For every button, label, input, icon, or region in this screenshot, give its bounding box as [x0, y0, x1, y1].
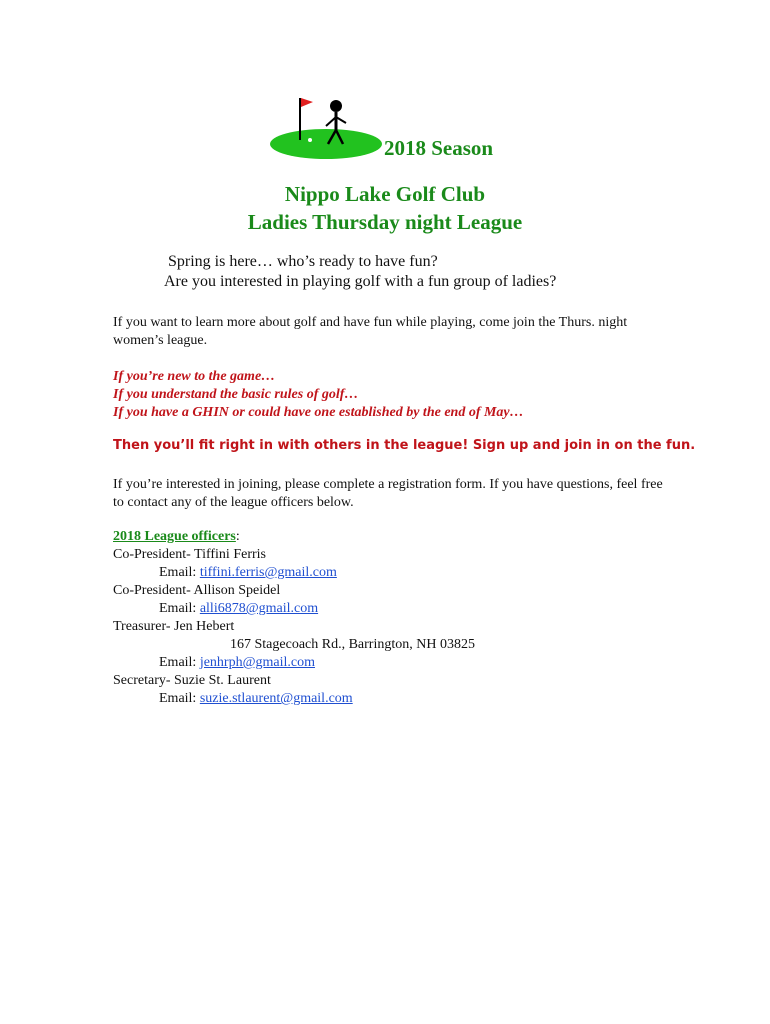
- paragraph-registration: If you’re interested in joining, please complete a registration form. If you have questions, feel free to contact any of the league officers below.: [113, 477, 663, 510]
- officers-section: 2018 League officers: Co-President- Tiffini Ferris Email: tiffini.ferris@gmail.com Co-President- Allison Speidel Email: alli6878@gmail.com Treasurer- Jen Hebert 167 Stagecoach Rd., Barrington, NH 03825 Email: jenhrph@gmail.com Secretary- Suzie St. Laurent Email: suzie.stlaurent@gmail.com: [113, 529, 475, 706]
- intro-line-1: Spring is here… who’s ready to have fun?: [168, 253, 438, 270]
- officer-copresident-2: Co-President- Allison Speidel: [113, 583, 281, 598]
- email-label: Email:: [159, 691, 200, 706]
- title-block: [0, 180, 770, 236]
- league-name: Ladies Thursday night League: [247, 210, 523, 234]
- officer-secretary: Secretary- Suzie St. Laurent: [113, 673, 271, 688]
- email-label: Email:: [159, 655, 200, 670]
- email-link-tiffini[interactable]: tiffini.ferris@gmail.com: [199, 565, 337, 580]
- officer-treasurer: Treasurer- Jen Hebert: [113, 619, 235, 634]
- officers-heading: 2018 League officers: [113, 529, 236, 544]
- conditions-list: [113, 368, 524, 422]
- club-name: Nippo Lake Golf Club: [284, 182, 486, 206]
- email-label: Email:: [159, 601, 200, 616]
- season-heading: 2018 Season: [384, 136, 494, 160]
- email-link-allison[interactable]: alli6878@gmail.com: [199, 601, 319, 616]
- condition-item: If you’re new to the game…: [113, 369, 276, 384]
- condition-item: If you understand the basic rules of golf…: [113, 387, 359, 402]
- call-to-action: Then you’ll fit right in with others in the league! Sign up and join in on the fun.: [113, 438, 696, 453]
- email-label: Email:: [159, 565, 200, 580]
- email-link-suzie[interactable]: suzie.stlaurent@gmail.com: [199, 691, 353, 706]
- paragraph-learn-more: If you want to learn more about golf and have fun while playing, come join the Thurs. night women’s league.: [113, 315, 628, 348]
- intro-line-2: Are you interested in playing golf with a fun group of ladies?: [164, 273, 557, 290]
- officer-copresident-1: Co-President- Tiffini Ferris: [113, 547, 266, 562]
- treasurer-address: 167 Stagecoach Rd., Barrington, NH 03825: [230, 637, 475, 652]
- email-link-jen[interactable]: jenhrph@gmail.com: [199, 655, 315, 670]
- condition-item: If you have a GHIN or could have one established by the end of May…: [113, 405, 524, 420]
- golfer-flag-icon: [266, 90, 386, 162]
